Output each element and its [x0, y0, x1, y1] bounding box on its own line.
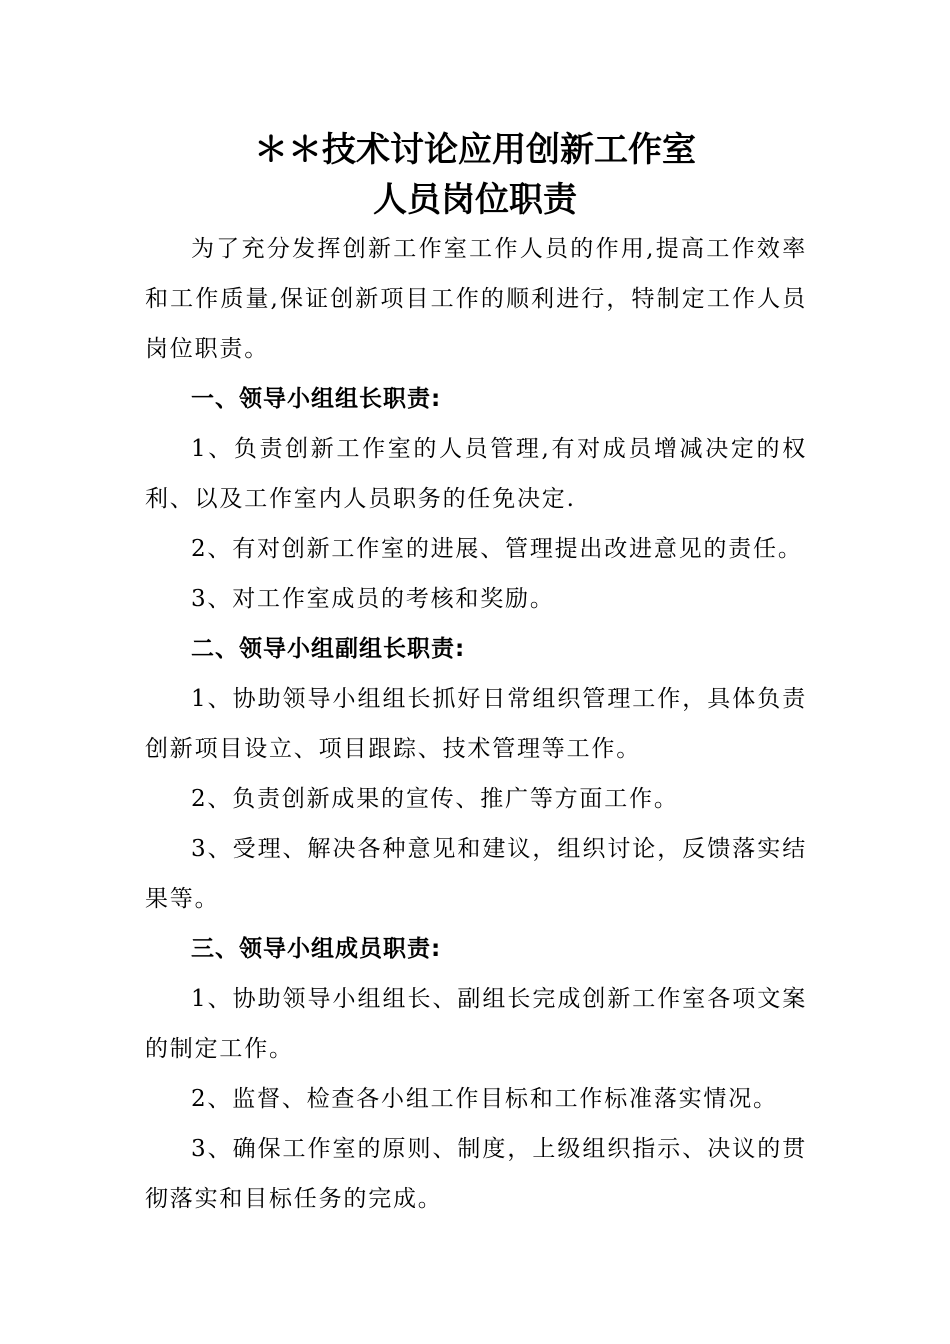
section-heading: 一、领导小组组长职责: [191, 386, 442, 412]
duty-item: 1、协助领导小组组长抓好日常组织管理工作，具体负责创新项目设立、项目跟踪、技术管理等工作。 [145, 686, 807, 762]
document-body [145, 224, 807, 1224]
document-title-line-1: ＊＊技术讨论应用创新工作室 [254, 130, 696, 170]
duty-item: 3、确保工作室的原则、制度，上级组织指示、决议的贯彻落实和目标任务的完成。 [145, 1136, 807, 1212]
duty-item: 2、监督、检查各小组工作目标和工作标准落实情况。 [191, 1086, 778, 1112]
section-deputy-leader [145, 624, 807, 924]
document-title-line-2: 人员岗位职责 [373, 180, 577, 220]
section-leader [145, 374, 807, 624]
duty-item: 1、协助领导小组组长、副组长完成创新工作室各项文案的制定工作。 [145, 986, 807, 1062]
duty-item: 1、负责创新工作室的人员管理,有对成员增减决定的权利、以及工作室内人员职务的任免决定. [145, 436, 807, 512]
duty-item: 2、有对创新工作室的进展、管理提出改进意见的责任。 [191, 536, 803, 562]
section-heading: 二、领导小组副组长职责: [191, 636, 466, 662]
intro-paragraph: 为了充分发挥创新工作室工作人员的作用,提高工作效率和工作质量,保证创新项目工作的顺利进行，特制定工作人员岗位职责。 [145, 236, 807, 362]
section-heading: 三、领导小组成员职责: [191, 936, 442, 962]
duty-item: 2、负责创新成果的宣传、推广等方面工作。 [191, 786, 679, 812]
duty-item: 3、受理、解决各种意见和建议，组织讨论，反馈落实结果等。 [145, 836, 807, 912]
section-members [145, 924, 807, 1224]
duty-item: 3、对工作室成员的考核和奖励。 [191, 586, 555, 612]
